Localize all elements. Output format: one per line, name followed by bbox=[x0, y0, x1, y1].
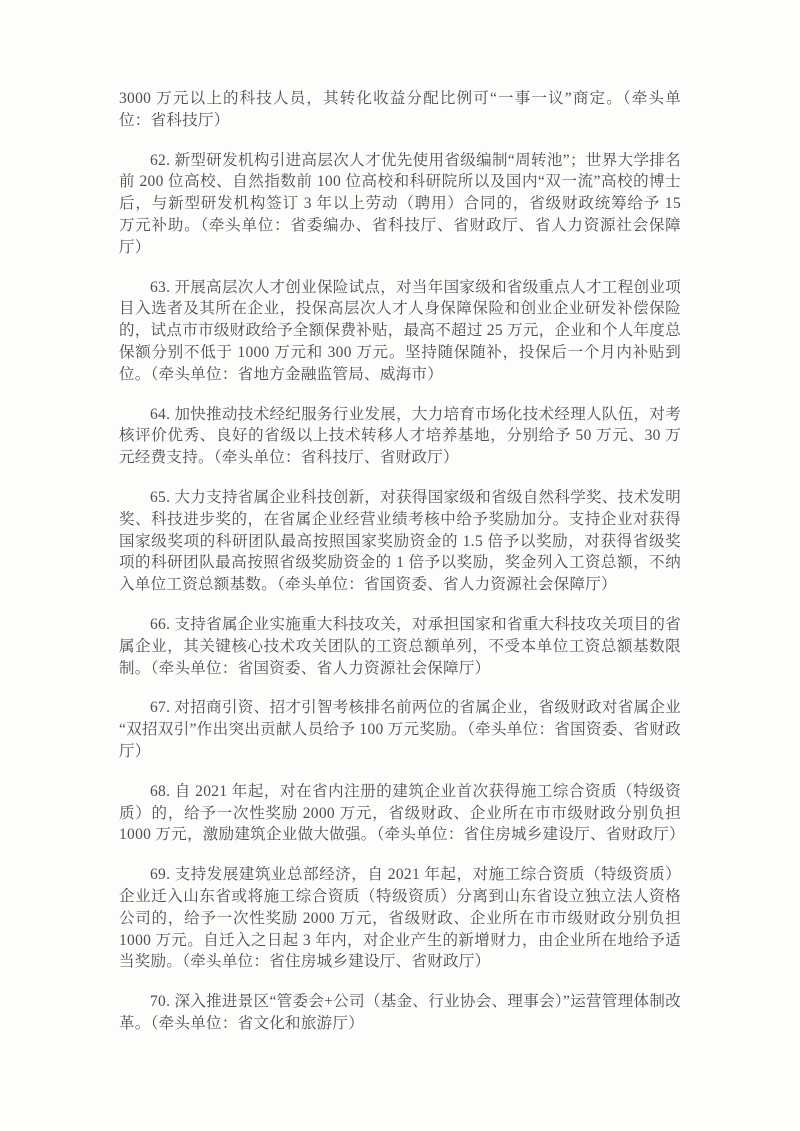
document-body bbox=[119, 88, 685, 1053]
document-paragraph: 66. 支持省属企业实施重大科技攻关，对承担国家和省重大科技攻关项目的省属企业，其关键核心技术攻关团队的工资总额单列，不受本单位工资总额基数限制。（牵头单位：省国资委、省人力资源社会保障厅） bbox=[119, 615, 681, 677]
document-paragraph: 70. 深入推进景区“管委会+公司（基金、行业协会、理事会）”运营管理体制改革。（牵头单位：省文化和旅游厅） bbox=[119, 993, 681, 1032]
document-paragraph: 62. 新型研发机构引进高层次人才优先使用省级编制“周转池”；世界大学排名前 200 位高校、自然指数前 100 位高校和科研院所以及国内“双一流”高校的博士后，与新型研发机构签订 3 年以上劳动（聘用）合同的，省级财政统筹给予 15 万元补助。（牵头单位：省委编办、省科技厅、省财政厅、省人力资源社会保障厅） bbox=[119, 151, 681, 256]
document-paragraph: 68. 自 2021 年起，对在省内注册的建筑企业首次获得施工综合资质（特级资质）的，给予一次性奖励 2000 万元，省级财政、企业所在市市级财政分别负担 1000 万元，激励建筑企业做大做强。（牵头单位：省住房城乡建设厅、省财政厅） bbox=[119, 782, 685, 844]
document-paragraph: 67. 对招商引资、招才引智考核排名前两位的省属企业，省级财政对省属企业“双招双引”作出突出贡献人员给予 100 万元奖励。（牵头单位：省国资委、省财政厅） bbox=[119, 699, 681, 760]
document-paragraph: 3000 万元以上的科技人员，其转化收益分配比例可“一事一议”商定。（牵头单位：省科技厅） bbox=[119, 90, 681, 129]
document-paragraph: 64. 加快推动技术经纪服务行业发展，大力培育市场化技术经理人队伍，对考核评价优秀、良好的省级以上技术转移人才培养基地，分别给予 50 万元、30 万元经费支持。（牵头单位：省科技厅、省财政厅） bbox=[119, 405, 681, 467]
document-paragraph: 63. 开展高层次人才创业保险试点，对当年国家级和省级重点人才工程创业项目入选者及其所在企业，投保高层次人才人身保障保险和创业企业研发补偿保险的，试点市市级财政给予全额保费补贴，最高不超过 25 万元，企业和个人年度总保额分别不低于 1000 万元和 300 万元。坚持随保随补，投保后一个月内补贴到位。（牵头单位：省地方金融监管局、威海市） bbox=[119, 278, 681, 383]
document-paragraph: 65. 大力支持省属企业科技创新，对获得国家级和省级自然科学奖、技术发明奖、科技进步奖的，在省属企业经营业绩考核中给予奖励加分。支持企业对获得国家级奖项的科研团队最高按照国家奖励资金的 1.5 倍予以奖励，对获得省级奖项的科研团队最高按照省级奖励资金的 1 倍予以奖励，奖金列入工资总额，不纳入单位工资总额基数。（牵头单位：省国资委、省人力资源社会保障厅） bbox=[119, 488, 681, 594]
document-paragraph: 69. 支持发展建筑业总部经济，自 2021 年起，对施工综合资质（特级资质）企业迁入山东省或将施工综合资质（特级资质）分离到山东省设立独立法人资格公司的，给予一次性奖励 2000 万元，省级财政、企业所在市市级财政分别负担 1000 万元。自迁入之日起 3 年内，对企业产生的新增财力，由企业所在地给予适当奖励。（牵头单位：省住房城乡建设厅、省财政厅） bbox=[119, 866, 681, 971]
